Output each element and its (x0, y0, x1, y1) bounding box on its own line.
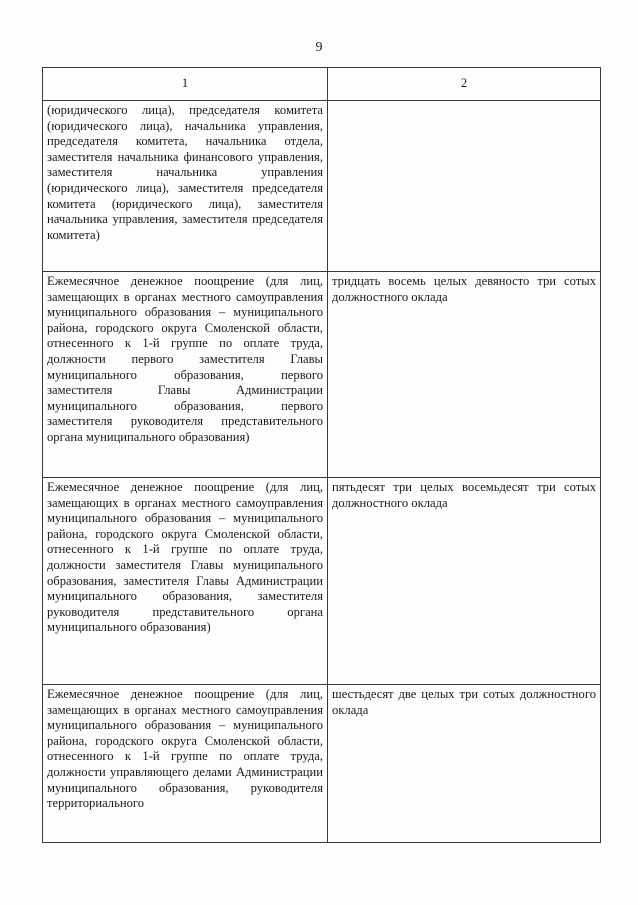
document-table (42, 67, 601, 843)
row-2-value: тридцать восемь целых девяносто три сотых должностного оклада (328, 272, 601, 478)
table-row (43, 478, 601, 685)
page-number: 9 (315, 40, 323, 55)
table-header-row (43, 68, 601, 101)
row-4-value: шестьдесят две целых три сотых должностного оклада (328, 685, 601, 843)
row-3-value: пятьдесят три целых восемьдесят три сотых должностного оклада (328, 478, 601, 685)
table-row (43, 685, 601, 843)
row-1-description: (юридического лица), председателя комитета (юридического лица), начальника управления, председателя комитета, начальника отдела, заместителя начальника финансового управления, заместителя начальника управления (юридического лица), заместителя председателя комитета (юридического лица), заместителя начальника управления, заместителя председателя комитета) (43, 101, 328, 272)
column-header-1: 1 (43, 68, 328, 101)
table-row (43, 272, 601, 478)
row-3-description: Ежемесячное денежное поощрение (для лиц, замещающих в органах местного самоуправления муниципального образования – муниципального района, городского округа Смоленской области, отнесенного к 1-й группе по оплате труда, должности заместителя Главы муниципального образования, заместителя Главы Администрации муниципального образования, заместителя руководителя представительного органа муниципального образования) (43, 478, 328, 685)
row-2-description: Ежемесячное денежное поощрение (для лиц, замещающих в органах местного самоуправления муниципального образования – муниципального района, городского округа Смоленской области, отнесенного к 1-й группе по оплате труда, должности первого заместителя Главы муниципального образования, первого заместителя Главы Администрации муниципального образования, первого заместителя руководителя представительного органа муниципального образования) (43, 272, 328, 478)
row-4-description: Ежемесячное денежное поощрение (для лиц, замещающих в органах местного самоуправления муниципального образования – муниципального района, городского округа Смоленской области, отнесенного к 1-й группе по оплате труда, должности управляющего делами Администрации муниципального образования, руководителя территориального (43, 685, 328, 843)
column-header-2: 2 (328, 68, 601, 101)
row-1-value (328, 101, 601, 272)
table-row (43, 101, 601, 272)
